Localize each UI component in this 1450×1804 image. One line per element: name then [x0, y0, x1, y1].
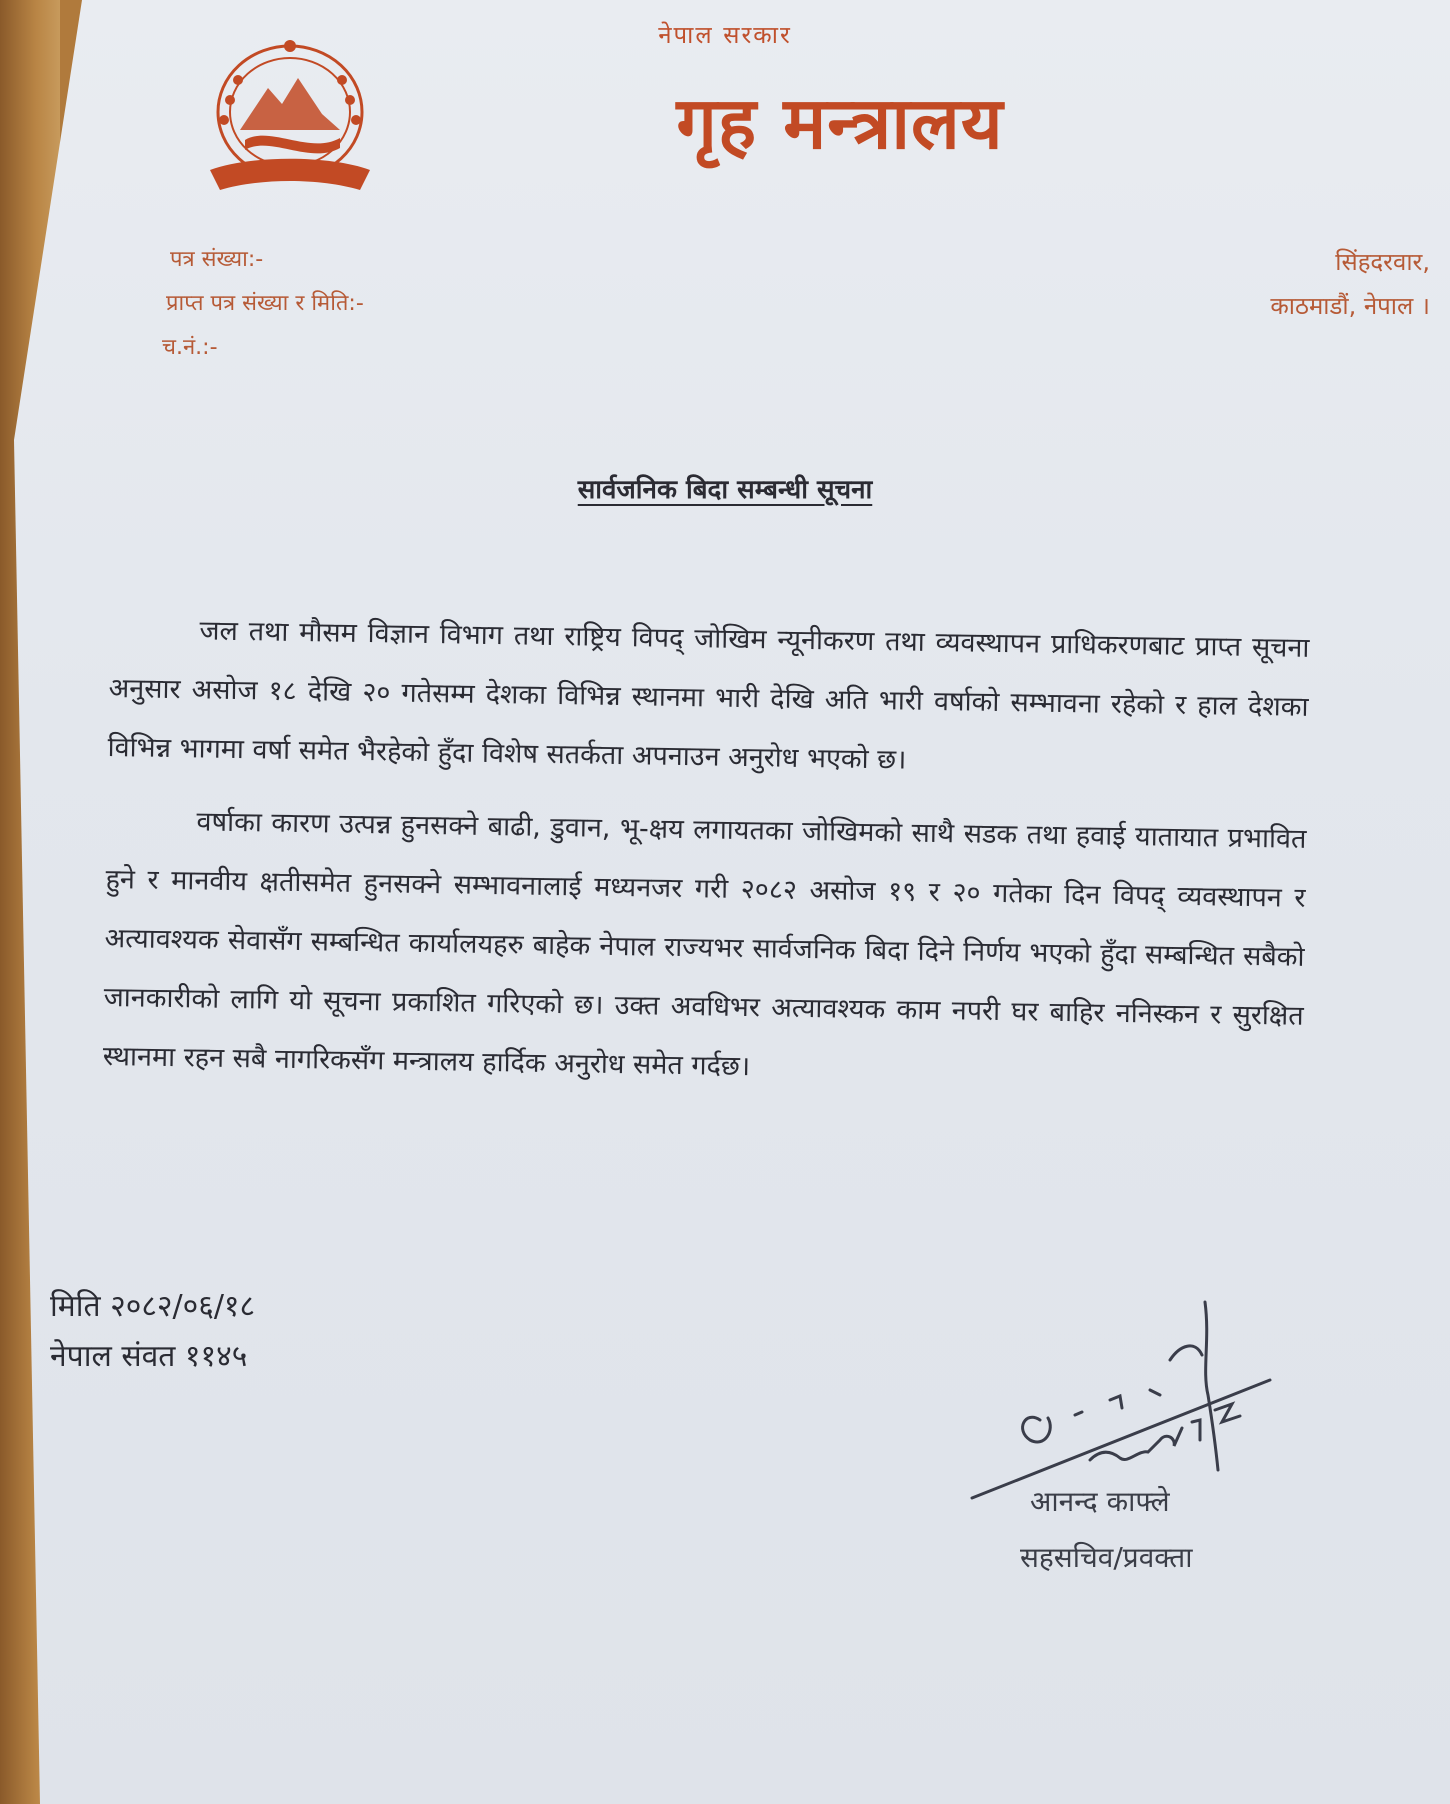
notice-title: [0, 470, 1450, 506]
notice-body: [102, 600, 1310, 1119]
reference-block: [162, 238, 364, 370]
nepal-emblem-icon: [190, 30, 390, 210]
letter-number-label: पत्र संख्या:-: [170, 247, 264, 272]
address-line-1: सिंहदरवार,: [1335, 248, 1430, 276]
handwritten-signature: [970, 1300, 1310, 1500]
notice-paragraph-2: वर्षाका कारण उत्पन्न हुनसक्ने बाढी, डुवान, भू-क्षय लगायतका जोखिमको साथै सडक तथा हवाई यातायात प्रभावित हुने र मानवीय क्षतीसमेत हुनसक्ने सम्भावनालाई मध्यनजर गरी २०८२ असोज १९ र २० गतेका दिन विपद् व्यवस्थापन र अत्यावश्यक सेवासँग सम्बन्धित कार्यालयहरु बाहेक नेपाल राज्यभर सार्वजनिक बिदा दिने निर्णय भएको हुँदा सम्बन्धित सबैको जानकारीको लागि यो सूचना प्रकाशित गरिएको छ। उक्त अवधिभर अत्यावश्यक काम नपरी घर बाहिर ननिस्कन र सुरक्षित स्थानमा रहन सबै नागरिकसँग मन्त्रालय हार्दिक अनुरोध समेत गर्दछ।: [102, 806, 1307, 1083]
address-block: [1270, 240, 1430, 328]
notice-title-text: सार्वजनिक बिदा सम्बन्धी सूचना: [577, 475, 873, 505]
government-name: नेपाल सरकार: [658, 21, 792, 49]
dispatch-number-label: च.नं.:-: [162, 335, 218, 360]
received-letter-label: प्राप्त पत्र संख्या र मिति:-: [166, 291, 364, 316]
signatory-name: आनन्द काफ्ले: [1030, 1485, 1170, 1518]
date-line: मिति २०८२/०६/१८: [50, 1289, 256, 1324]
address-line-2: काठमाडौं, नेपाल ।: [1270, 292, 1430, 320]
nepal-sambat-line: नेपाल संवत ११४५: [50, 1339, 248, 1374]
notice-paragraph-1: जल तथा मौसम विज्ञान विभाग तथा राष्ट्रिय विपद् जोखिम न्यूनीकरण तथा व्यवस्थापन प्राधिकरणबाट प्राप्त सूचना अनुसार असोज १८ देखि २० गतेसम्म देशका विभिन्न स्थानमा भारी देखि अति भारी वर्षाको सम्भावना रहेको र हाल देशका विभिन्न भागमा वर्षा समेत भैरहेको हुँदा विशेष सतर्कता अपनाउन अनुरोध भएको छ।: [107, 615, 1310, 776]
signatory-designation: सहसचिव/प्रवक्ता: [1020, 1541, 1193, 1574]
ministry-name: गृह मन्त्रालय: [676, 81, 1004, 165]
date-block: [50, 1282, 255, 1382]
